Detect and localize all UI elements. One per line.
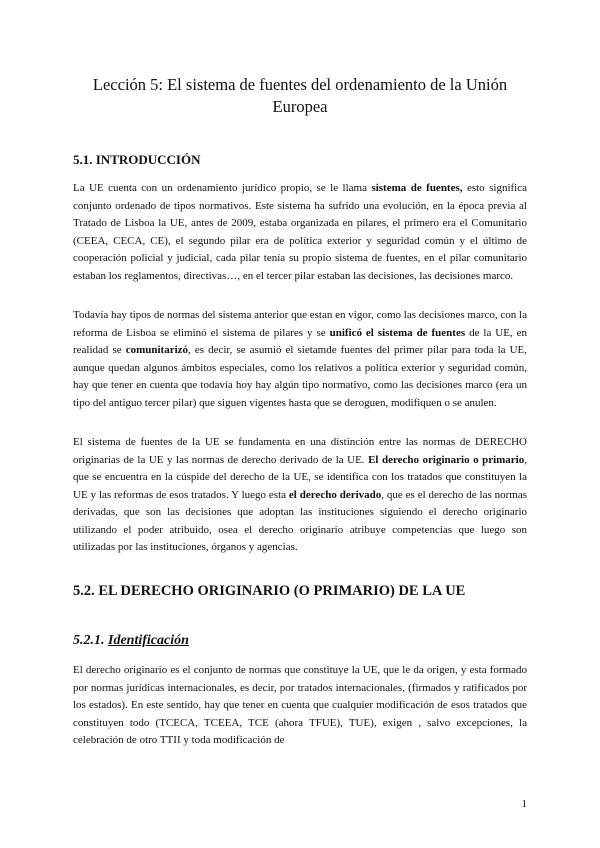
- paragraph-2-text-c: de la UE, en realidad se: [73, 326, 528, 356]
- paragraph-3-text-a: El sistema de fuentes de la UE se fundamenta en una distinción entre las normas de DERECHO originarias de la UE y las normas de derecho derivado de la UE.: [73, 436, 527, 466]
- paragraph-2-bold-comunitarizo: comunitarizó: [125, 344, 189, 356]
- paragraph-2-bold-unifico: unificó el sistema de fuentes: [329, 326, 466, 339]
- subsection-number: 5.2.1.: [73, 633, 105, 648]
- paragraph-3-text-c: , que se encuentra en la cúspide del derecho de la UE, se identifica con los tratados que constituyen la UE y las reformas de esos tratados. Y luego esta: [73, 453, 527, 501]
- paragraph-1-text-c: esto significa conjunto ordenado de tipos normativos. Este sistema ha sufrido una evolución, en la época previa al Tratado de Lisboa la UE, antes de 2009, estaba organizada en pilares, el primero era el Comunitario (CEEA, CECA, CE), el segundo pilar era de política exterior y seguridad común y el último de cooperación policial y judicial, cada pilar tenía su propio sistema de fuentes, en el pilar comunitario estaban los reglamentos, directivas…, en el tercer pilar estaban las decisiones, las decisiones marco.: [73, 182, 527, 282]
- paragraph-4: El derecho originario es el conjunto de normas que constituye la UE, que le da origen, y esta formado por normas jurídicas internacionales, es decir, por tratados internacionales, (firmados y ratificados por los estados). En este sentido, hay que tener en cuenta que cualquier modificación de esos tratados que constituyen todo (TCECA, TCEEA, TCE (ahora TFUE), TUE), exigen , salvo excepciones, la celebración de otro TTII y toda modificación de: [73, 664, 527, 746]
- paragraph-2: [73, 307, 527, 412]
- paragraph-1: [73, 180, 527, 285]
- paragraph-1-text-a: La UE cuenta con un ordenamiento jurídico propio, se le llama: [73, 182, 372, 194]
- section-heading-introduccion: 5.1. INTRODUCCIÓN: [73, 152, 201, 167]
- paragraph-2-text-a: Todavía hay tipos de normas del sistema anterior que estan en vigor, como las decisiones marco, con la reforma de Lisboa se eliminó el sistema de pilares y se: [73, 309, 527, 339]
- paragraph-3: [73, 434, 527, 557]
- paragraph-3-bold-originario: El derecho originario o primario: [368, 453, 525, 466]
- paragraph-3-text-e: , que es el derecho de las normas derivadas, que son las decisiones que adoptan las instituciones siguiendo el derecho originario utilizando el poder atribuido, osea el derecho originario atribuye competencias que luego son utilizadas por las instituciones, órganos y agencias.: [73, 488, 528, 553]
- subsection-heading-identificacion: [73, 632, 527, 650]
- document-title: Lección 5: El sistema de fuentes del ordenamiento de la Unión Europea: [92, 75, 508, 116]
- paragraph-1-bold-sistema: sistema de fuentes,: [371, 182, 463, 194]
- section-heading-derecho-originario: 5.2. EL DERECHO ORIGINARIO (O PRIMARIO) DE LA UE: [73, 583, 466, 599]
- paragraph-3-bold-derivado: el derecho derivado: [288, 488, 382, 501]
- paragraph-2-text-e: , es decir, se asumió el sietamde fuentes del primer pilar para toda la UE, aunque quedan algunos ámbitos especiales, como los relativos a política exterior y seguridad común, hay que tener en cuenta que todavía hoy hay algún tipo normativo, como las decisiones marco (era un tipo del antiguo tercer pilar) que siguen vigentes hasta que se deroguen, modifiquen o se anulen.: [73, 344, 527, 409]
- subsection-label: Identificación: [108, 633, 189, 648]
- page-number: 1: [521, 798, 527, 810]
